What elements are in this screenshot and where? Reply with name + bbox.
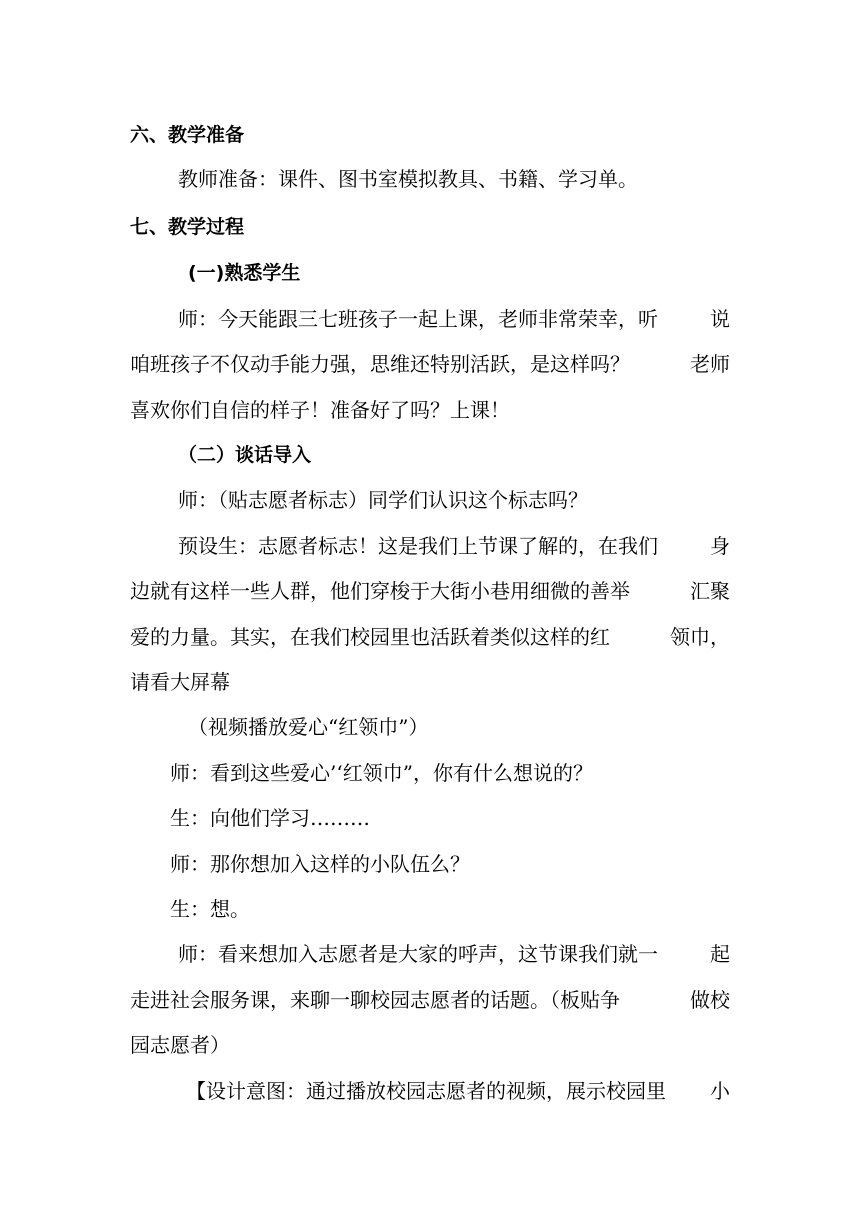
teacher-line-1: 师：看到这些爱心’‘红领巾”，你有什么想说的？ (170, 761, 593, 785)
subsection-1-heading: (一)熟悉学生 (188, 262, 301, 284)
section-7-heading: 七、教学过程 (130, 216, 245, 238)
paragraph-3-line-2: 边就有这样一些人群，他们穿梭于大街小巷用细微的善举 汇聚 (130, 579, 730, 603)
paragraph-9-line-3: 园志愿者） (130, 1033, 230, 1057)
student-line-2: 生：想。 (170, 897, 250, 921)
paragraph-3-line-3: 爱的力量。其实，在我们校园里也活跃着类似这样的红 领巾， (130, 625, 730, 649)
paragraph-1-line-3: 喜欢你们自信的样子！准备好了吗？上课！ (130, 398, 510, 422)
paragraph-1-line-1: 师：今天能跟三七班孩子一起上课，老师非常荣幸，听 说 (178, 307, 730, 331)
paragraph-3-line-4: 请看大屏幕 (130, 670, 230, 694)
video-note: （视频播放爱心“红领巾”） (188, 715, 429, 739)
student-line-1: 生：向他们学习……… (170, 806, 370, 830)
paragraph-1-line-2: 咱班孩子不仅动手能力强，思维还特别活跃，是这样吗？ 老师 (130, 352, 730, 376)
section-6-heading: 六、教学准备 (130, 124, 245, 146)
paragraph-9-line-2: 走进社会服务课，来聊一聊校园志愿者的话题。（板贴争 做校 (130, 988, 730, 1012)
teacher-line-2: 师：那你想加入这样的小队伍么？ (170, 852, 470, 876)
paragraph-2: 师：（贴志愿者标志）同学们认识这个标志吗？ (178, 488, 588, 512)
design-intent-line: 【设计意图：通过播放校园志愿者的视频，展示校园里 小 (186, 1079, 730, 1103)
paragraph-3-line-1: 预设生：志愿者标志！这是我们上节课了解的，在我们 身 (178, 534, 730, 558)
subsection-2-heading: （二）谈话导入 (178, 444, 312, 466)
paragraph-9-line-1: 师：看来想加入志愿者是大家的呼声，这节课我们就一 起 (178, 942, 730, 966)
section-6-body: 教师准备：课件、图书室模拟教具、书籍、学习单。 (178, 167, 638, 191)
